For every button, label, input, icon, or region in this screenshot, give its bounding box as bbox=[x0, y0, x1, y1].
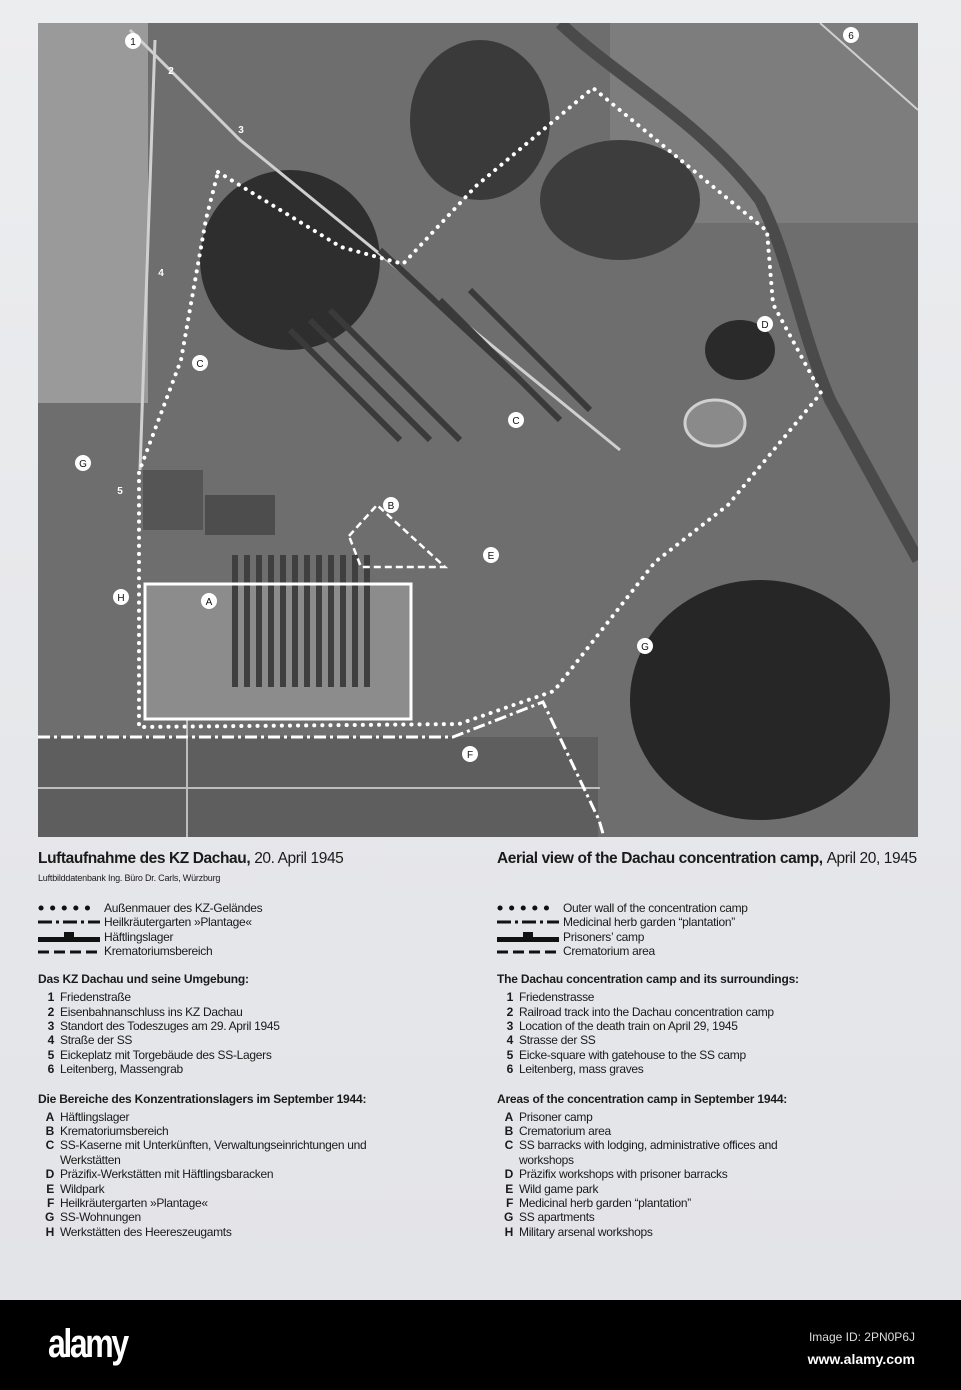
map-label-6 bbox=[843, 27, 859, 43]
list-item: 5 Eickeplatz mit Torgebäude des SS-Lagers bbox=[47, 1047, 272, 1062]
dashed-line-symbol bbox=[38, 946, 100, 956]
map-label-D bbox=[757, 316, 773, 332]
list-item: 2 Railroad track into the Dachau concentration camp bbox=[506, 1004, 774, 1019]
dashed-line-symbol bbox=[497, 946, 559, 956]
list-item: 1 Friedenstrasse bbox=[506, 990, 595, 1005]
svg-text:6: 6 bbox=[848, 31, 854, 42]
svg-text:1: 1 bbox=[130, 37, 136, 48]
map-label-H bbox=[113, 589, 129, 605]
legend-label: Outer wall of the concentration camp bbox=[563, 901, 748, 916]
map-label-G1 bbox=[75, 455, 91, 471]
svg-text:C: C bbox=[512, 416, 520, 427]
legend-item bbox=[38, 944, 478, 958]
svg-text:F: F bbox=[466, 750, 474, 761]
svg-text:A: A bbox=[205, 597, 213, 608]
list-item: 3 Location of the death train on April 29, 1945 bbox=[506, 1019, 738, 1033]
list-item: D Präzifix workshops with prisoner barracks bbox=[504, 1167, 728, 1182]
map-label-5 bbox=[117, 486, 123, 497]
list-item: 3 Standort des Todeszuges am 29. April 1945 bbox=[47, 1019, 280, 1033]
list-item: E Wild game park bbox=[505, 1181, 599, 1196]
surroundings-list-en bbox=[497, 990, 937, 1076]
list-item: 4 Straße der SS bbox=[47, 1033, 133, 1048]
map-label-C1 bbox=[192, 355, 208, 371]
legend-label: Außenmauer des KZ-Geländes bbox=[104, 901, 263, 916]
list-item: 5 Eicke-square with gatehouse to the SS camp bbox=[506, 1047, 746, 1062]
stock-footer bbox=[0, 1300, 961, 1390]
map-label-A bbox=[201, 593, 217, 609]
list-item: A Prisoner camp bbox=[504, 1109, 593, 1124]
list-item: 6 Leitenberg, Massengrab bbox=[47, 1062, 183, 1077]
svg-text:3: 3 bbox=[238, 125, 244, 136]
legend-item bbox=[38, 915, 478, 929]
legend-label: Krematoriumsbereich bbox=[104, 944, 213, 959]
list-item: F Medicinal herb garden “plantation” bbox=[505, 1196, 691, 1211]
alamy-logo: alamy bbox=[48, 1322, 127, 1366]
dash-dot-line-symbol bbox=[38, 917, 100, 927]
solid-line-symbol bbox=[497, 932, 559, 942]
title-date: 20. April 1945 bbox=[254, 850, 344, 867]
map-label-4 bbox=[158, 268, 164, 279]
legend-en bbox=[497, 901, 937, 958]
dotted-line-symbol bbox=[38, 903, 100, 913]
list-item: 4 Strasse der SS bbox=[506, 1033, 596, 1048]
list-item: F Heilkräutergarten »Plantage« bbox=[46, 1196, 208, 1211]
legend-item bbox=[497, 915, 937, 929]
list-item: H Military arsenal workshops bbox=[504, 1224, 653, 1239]
map-label-C2 bbox=[508, 412, 524, 428]
legend-item bbox=[497, 930, 937, 944]
list-item: H Werkstätten des Heereszeugamts bbox=[45, 1224, 232, 1239]
list-item: 6 Leitenberg, mass graves bbox=[506, 1062, 644, 1077]
dotted-line-symbol bbox=[497, 903, 559, 913]
german-caption bbox=[38, 850, 478, 1239]
list-item: G SS-Wohnungen bbox=[44, 1210, 141, 1225]
areas-heading-de: Die Bereiche des Konzentrationslagers im September 1944: bbox=[38, 1091, 367, 1106]
surroundings-heading-en: The Dachau concentration camp and its surroundings: bbox=[497, 972, 799, 987]
legend-item bbox=[38, 901, 478, 915]
list-item: E Wildpark bbox=[46, 1181, 105, 1196]
list-item: B Crematorium area bbox=[504, 1124, 611, 1139]
legend-label: Häftlingslager bbox=[104, 929, 174, 944]
title-text: Luftaufnahme des KZ Dachau, bbox=[38, 850, 251, 867]
legend-de bbox=[38, 901, 478, 958]
list-item: A Häftlingslager bbox=[45, 1109, 130, 1124]
areas-heading-en: Areas of the concentration camp in September 1944: bbox=[497, 1091, 788, 1106]
caption-title-en bbox=[497, 850, 937, 870]
legend-item bbox=[38, 930, 478, 944]
english-caption bbox=[497, 850, 937, 1239]
svg-text:D: D bbox=[761, 320, 769, 331]
map-label-B bbox=[383, 497, 399, 513]
list-item: C SS-Kaserne mit Unterkünften, Verwaltungseinrichtungen und Werkstätten bbox=[45, 1138, 367, 1167]
legend-label: Heilkräutergarten »Plantage« bbox=[104, 915, 252, 930]
caption-title-de bbox=[38, 850, 478, 870]
surroundings-heading-de: Das KZ Dachau und seine Umgebung: bbox=[38, 972, 249, 987]
aerial-map bbox=[38, 23, 918, 837]
list-item: 1 Friedenstraße bbox=[47, 990, 131, 1005]
svg-text:E: E bbox=[487, 551, 495, 562]
solid-line-symbol bbox=[38, 932, 100, 942]
dash-dot-line-symbol bbox=[497, 917, 559, 927]
svg-text:C: C bbox=[196, 359, 204, 370]
legend-item bbox=[497, 944, 937, 958]
svg-text:G: G bbox=[641, 642, 649, 653]
svg-text:H: H bbox=[117, 593, 125, 604]
areas-list-de bbox=[38, 1110, 378, 1240]
svg-text:B: B bbox=[387, 501, 395, 512]
list-item: D Präzifix-Werkstätten mit Häftlingsbaracken bbox=[45, 1167, 274, 1182]
list-item: C SS barracks with lodging, administrative offices and workshops bbox=[504, 1138, 778, 1167]
map-label-E bbox=[483, 547, 499, 563]
legend-item bbox=[497, 901, 937, 915]
image-id: Image ID: 2PN0P6J bbox=[808, 1330, 915, 1344]
photo-credit: Luftbilddatenbank Ing. Büro Dr. Carls, Würzburg bbox=[38, 873, 221, 883]
title-text: Aerial view of the Dachau concentration camp, bbox=[497, 850, 823, 867]
list-item: B Krematoriumsbereich bbox=[45, 1124, 169, 1139]
map-label-2 bbox=[168, 66, 174, 77]
svg-text:5: 5 bbox=[117, 486, 123, 497]
svg-text:2: 2 bbox=[168, 66, 174, 77]
surroundings-list-de bbox=[38, 990, 478, 1076]
credit-spacer bbox=[497, 873, 937, 887]
legend-label: Medicinal herb garden “plantation” bbox=[563, 915, 735, 930]
map-label-3 bbox=[238, 125, 244, 136]
areas-list-en bbox=[497, 1110, 787, 1240]
legend-label: Prisoners’ camp bbox=[563, 929, 645, 944]
title-date: April 20, 1945 bbox=[826, 850, 917, 867]
site-url[interactable]: www.alamy.com bbox=[807, 1351, 915, 1367]
svg-text:G: G bbox=[79, 459, 87, 470]
map-label-G2 bbox=[637, 638, 653, 654]
legend-label: Crematorium area bbox=[563, 944, 655, 959]
svg-text:4: 4 bbox=[158, 268, 164, 279]
map-label-F bbox=[462, 746, 478, 762]
map-label-1 bbox=[125, 33, 141, 49]
list-item: G SS apartments bbox=[503, 1210, 595, 1225]
list-item: 2 Eisenbahnanschluss ins KZ Dachau bbox=[47, 1004, 243, 1019]
